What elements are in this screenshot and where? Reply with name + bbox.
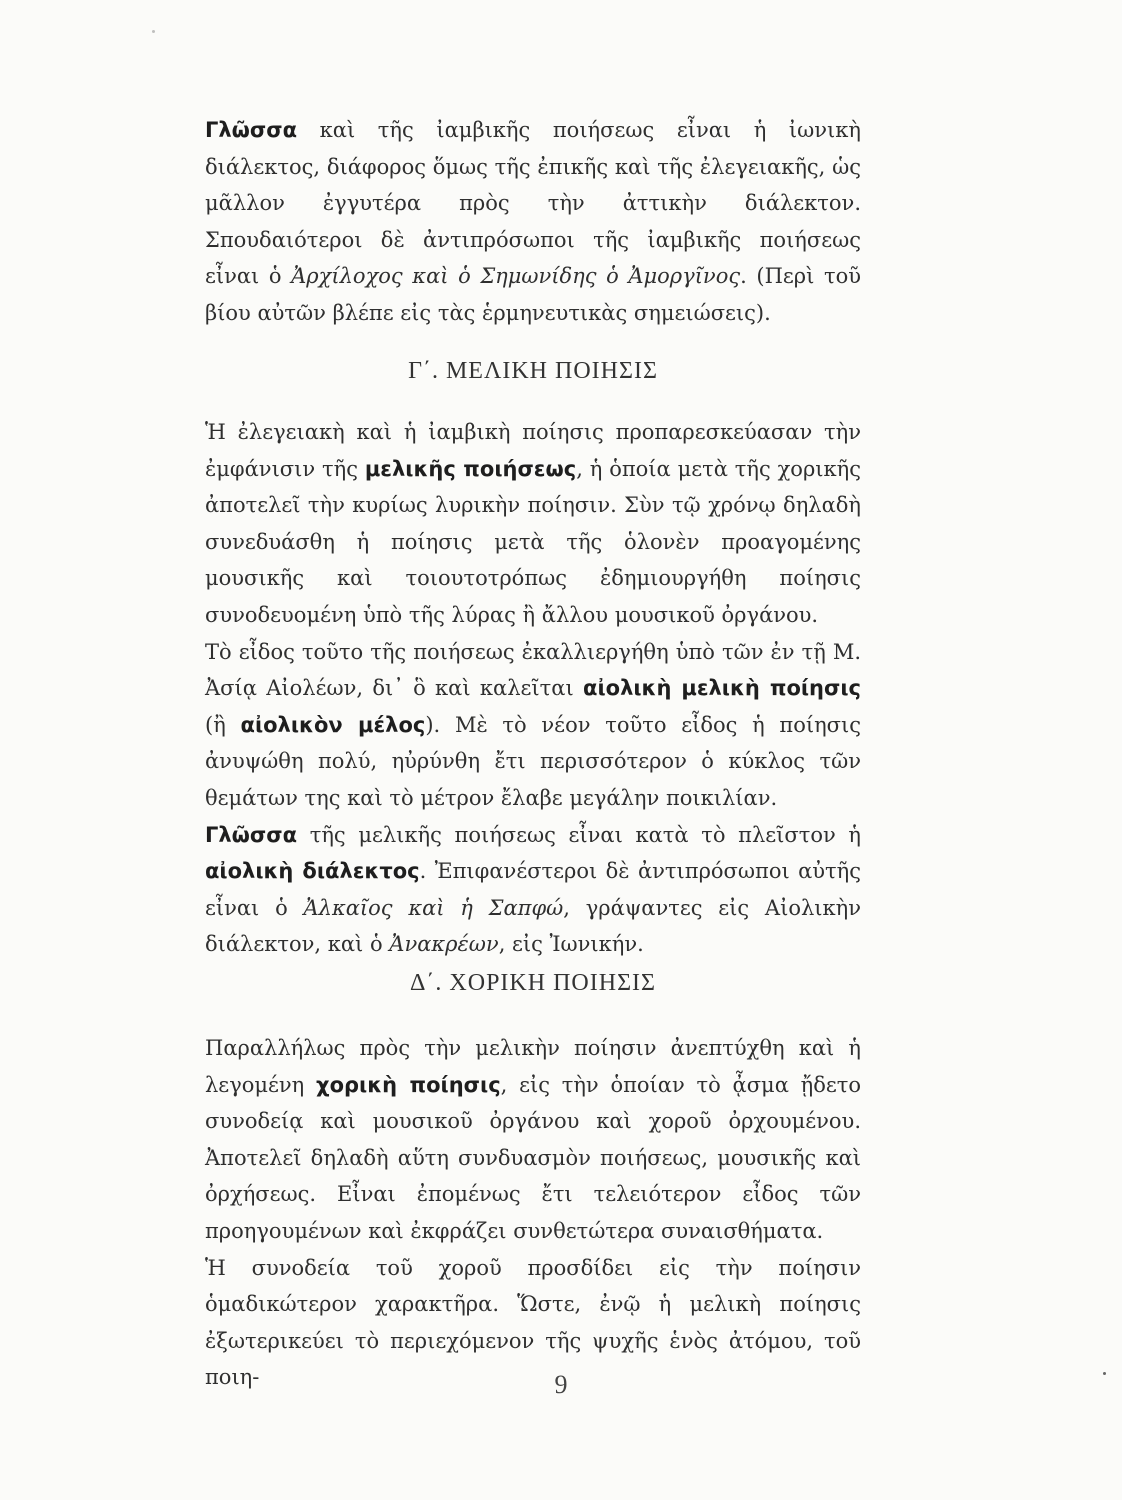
text-run: , εἰς Ἰωνικήν. — [498, 932, 644, 957]
text-run: , ἡ ὁποία μετὰ τῆς χορικῆς ἀποτελεῖ τὴν κυρίως λυρικὴν ποίησιν. Σὺν τῷ χρόνῳ δηλαδὴ συνεδυάσθη ἡ ποίησις μετὰ τῆς ὁλονὲν προαγομένης μουσικῆς καὶ τοιουτοτρόπως ἐδημιουργήθη ποίησις συνοδευομένη ὑπὸ τῆς λύρας ἢ ἄλλου μουσικοῦ ὀργάνου. — [205, 456, 861, 627]
bold-term: Γλῶσσα — [205, 822, 298, 847]
text-run: τῆς μελικῆς ποιήσεως εἶναι κατὰ τὸ πλεῖστον ἡ — [297, 822, 861, 847]
text-run: . (Περὶ τοῦ βίου αὐτῶν βλέπε εἰς τὰς ἑρμηνευτικὰς σημειώσεις). — [205, 264, 861, 325]
speck-mark — [152, 30, 155, 33]
bold-term: αἰολικὸν μέλος — [240, 712, 426, 737]
speck-mark — [1103, 1372, 1106, 1375]
paragraph — [205, 414, 861, 634]
iambic-language-paragraph — [205, 112, 861, 332]
text-run: Παραλλήλως πρὸς τὴν μελικὴν ποίησιν ἀνεπτύχθη καὶ ἡ λεγομένη — [205, 1036, 861, 1097]
italic-poet: Ἀνακρέων — [389, 932, 499, 957]
bold-term: αἰολικὴ διάλεκτος — [205, 859, 420, 884]
bold-term: αἰολικὴ μελικὴ ποίησις — [583, 676, 861, 701]
italic-poets: Ἀλκαῖος καὶ ἡ Σαπφώ — [303, 895, 564, 920]
meliki-section-body — [205, 414, 861, 963]
section-heading-meliki: Γ΄. ΜΕΛΙΚΗ ΠΟΙΗΣΙΣ — [408, 358, 658, 384]
bold-term: χορικὴ ποίησις — [316, 1072, 501, 1097]
text-run: (ἢ — [205, 712, 241, 737]
text-run: Ἡ ἐλεγειακὴ καὶ ἡ ἰαμβικὴ ποίησις προπαρεσκεύασαν τὴν ἐμφάνισιν τῆς — [205, 420, 861, 481]
choriki-section-body — [205, 1030, 861, 1396]
section-heading-choriki: Δ΄. ΧΟΡΙΚΗ ΠΟΙΗΣΙΣ — [409, 970, 656, 996]
bold-term: μελικῆς ποιήσεως — [364, 456, 577, 481]
paragraph — [205, 112, 861, 332]
text-run: Ἡ συνοδεία τοῦ χοροῦ προσδίδει εἰς τὴν ποίησιν ὁμαδικώτερον χαρακτῆρα. Ὥστε, ἐνῷ ἡ μελικὴ ποίησις ἐξωτερικεύει τὸ περιεχόμενον τῆς ψυχῆς ἑνὸς ἀτόμου, τοῦ ποιη- — [205, 1255, 861, 1390]
bold-term-glossa: Γλῶσσα — [205, 118, 298, 142]
text-run: , γράψαντες εἰς Αἰολικὴν διάλεκτον, καὶ ὁ — [205, 895, 861, 957]
paragraph — [205, 817, 861, 963]
paragraph — [205, 634, 861, 817]
text-run: ). Μὲ τὸ νέον τοῦτο εἶδος ἡ ποίησις ἀνυψώθη πολύ, ηὐρύνθη ἔτι περισσότερον ὁ κύκλος τῶν θεμάτων της καὶ τὸ μέτρον ἔλαβε μεγάλην ποικιλίαν. — [205, 712, 861, 810]
page-number: 9 — [554, 1370, 568, 1399]
text-run: , εἰς τὴν ὁποίαν τὸ ᾆσμα ᾔδετο συνοδείᾳ καὶ μουσικοῦ ὀργάνου καὶ χοροῦ ὀρχουμένου. Ἀποτελεῖ δηλαδὴ αὕτη συνδυασμὸν ποιήσεως, μουσικῆς καὶ ὀρχήσεως. Εἶναι ἐπομένως ἔτι τελειότερον εἶδος τῶν προηγουμένων καὶ ἐκφράζει συνθετώτερα συναισθήματα. — [205, 1072, 862, 1243]
text-run: Τὸ εἶδος τοῦτο τῆς ποιήσεως ἐκαλλιεργήθη ὑπὸ τῶν ἐν τῇ Μ. Ἀσίᾳ Αἰολέων, δι᾽ ὃ καὶ καλεῖται — [205, 639, 861, 701]
italic-poets: Ἀρχίλοχος καὶ ὁ Σημωνίδης ὁ Ἀμοργῖνος — [291, 264, 741, 289]
paragraph — [205, 1030, 861, 1250]
text-run: . Ἐπιφανέστεροι δὲ ἀντιπρόσωποι αὐτῆς εἶναι ὁ — [205, 859, 861, 920]
text-run: καὶ τῆς ἰαμβικῆς ποιήσεως εἶναι ἡ ἰωνικὴ διάλεκτος, διάφορος ὅμως τῆς ἐπικῆς καὶ τῆς ἐλεγειακῆς, ὡς μᾶλλον ἐγγυτέρα πρὸς τὴν ἀττικὴν διάλεκτον. Σπουδαιότεροι δὲ ἀντιπρόσωποι τῆς ἰαμβικῆς ποιήσεως εἶναι ὁ — [205, 118, 861, 289]
